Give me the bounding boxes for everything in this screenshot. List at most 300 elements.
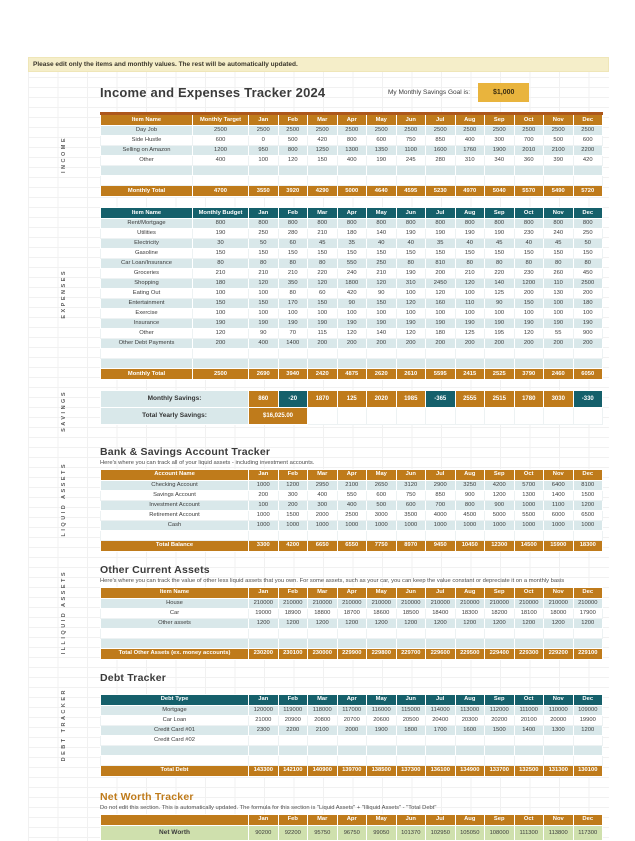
value-cell[interactable]: 20100 [514, 715, 544, 725]
value-cell[interactable]: 1200 [573, 500, 603, 510]
value-cell[interactable]: 200 [249, 490, 279, 500]
value-cell[interactable]: 170 [278, 299, 308, 309]
value-cell[interactable]: 2500 [544, 126, 574, 136]
empty-cell[interactable] [337, 745, 367, 755]
value-cell[interactable]: 150 [426, 249, 456, 259]
value-cell[interactable]: 800 [337, 136, 367, 146]
empty-cell[interactable] [249, 176, 279, 186]
value-cell[interactable]: 45 [544, 239, 574, 249]
value-cell[interactable]: 6000 [544, 510, 574, 520]
value-cell[interactable]: 1000 [367, 520, 397, 530]
value-cell[interactable] [455, 735, 485, 745]
value-cell[interactable]: 1000 [249, 480, 279, 490]
value-cell[interactable] [573, 735, 603, 745]
value-cell[interactable]: 700 [514, 136, 544, 146]
value-cell[interactable]: 600 [367, 490, 397, 500]
empty-cell[interactable] [514, 166, 544, 176]
value-cell[interactable]: 350 [278, 279, 308, 289]
value-cell[interactable]: 120 [249, 279, 279, 289]
empty-cell[interactable] [455, 755, 485, 765]
value-cell[interactable]: 100 [249, 500, 279, 510]
value-cell[interactable]: 1000 [514, 520, 544, 530]
empty-cell[interactable] [308, 349, 338, 359]
empty-cell[interactable] [396, 745, 426, 755]
item-name-cell[interactable]: Credit Card #02 [101, 735, 249, 745]
value-cell[interactable]: 1600 [455, 725, 485, 735]
value-cell[interactable]: 2500 [367, 126, 397, 136]
item-name-cell[interactable]: Rent/Mortgage [101, 219, 193, 229]
value-cell[interactable]: 120 [426, 289, 456, 299]
value-cell[interactable]: 1000 [249, 520, 279, 530]
empty-cell[interactable] [514, 530, 544, 540]
value-cell[interactable]: 200 [426, 339, 456, 349]
empty-cell[interactable] [485, 176, 515, 186]
value-cell[interactable]: 1500 [485, 725, 515, 735]
value-cell[interactable]: 800 [337, 219, 367, 229]
target-cell[interactable]: 150 [193, 299, 249, 309]
value-cell[interactable]: 1000 [544, 520, 574, 530]
value-cell[interactable]: 200 [514, 339, 544, 349]
value-cell[interactable]: 1200 [573, 725, 603, 735]
value-cell[interactable]: 2500 [573, 126, 603, 136]
value-cell[interactable] [308, 735, 338, 745]
value-cell[interactable]: 120000 [249, 705, 279, 715]
empty-cell[interactable] [101, 530, 249, 540]
value-cell[interactable]: 1200 [573, 618, 603, 628]
value-cell[interactable]: 0 [249, 136, 279, 146]
value-cell[interactable]: 150 [514, 249, 544, 259]
value-cell[interactable]: 5000 [485, 510, 515, 520]
value-cell[interactable]: 390 [544, 156, 574, 166]
value-cell[interactable]: 90 [485, 299, 515, 309]
empty-cell[interactable] [396, 628, 426, 638]
value-cell[interactable]: 210000 [337, 598, 367, 608]
value-cell[interactable]: 20700 [337, 715, 367, 725]
value-cell[interactable]: 1000 [337, 520, 367, 530]
value-cell[interactable]: 1700 [426, 725, 456, 735]
value-cell[interactable]: 150 [544, 249, 574, 259]
value-cell[interactable]: 190 [455, 319, 485, 329]
empty-cell[interactable] [514, 745, 544, 755]
target-cell[interactable]: 100 [193, 289, 249, 299]
value-cell[interactable]: 2300 [249, 725, 279, 735]
value-cell[interactable]: 100 [396, 309, 426, 319]
empty-cell[interactable] [426, 166, 456, 176]
value-cell[interactable]: 240 [544, 229, 574, 239]
value-cell[interactable]: 340 [485, 156, 515, 166]
value-cell[interactable]: 220 [485, 269, 515, 279]
value-cell[interactable]: 200 [308, 339, 338, 349]
value-cell[interactable]: 400 [337, 500, 367, 510]
value-cell[interactable]: 150 [396, 249, 426, 259]
value-cell[interactable]: 190 [455, 229, 485, 239]
value-cell[interactable]: 250 [573, 229, 603, 239]
empty-cell[interactable] [278, 755, 308, 765]
value-cell[interactable]: 1600 [426, 146, 456, 156]
value-cell[interactable]: 120 [396, 299, 426, 309]
value-cell[interactable]: 1400 [514, 725, 544, 735]
value-cell[interactable]: 150 [308, 156, 338, 166]
empty-cell[interactable] [308, 530, 338, 540]
value-cell[interactable]: 1200 [278, 480, 308, 490]
empty-cell[interactable] [193, 359, 249, 369]
value-cell[interactable]: 80 [396, 259, 426, 269]
empty-cell[interactable] [278, 638, 308, 648]
value-cell[interactable]: 210000 [308, 598, 338, 608]
empty-cell[interactable] [278, 176, 308, 186]
value-cell[interactable]: 1900 [367, 725, 397, 735]
value-cell[interactable]: 130 [544, 289, 574, 299]
empty-cell[interactable] [249, 755, 279, 765]
value-cell[interactable]: 21000 [249, 715, 279, 725]
value-cell[interactable]: 190 [278, 319, 308, 329]
value-cell[interactable]: 195 [485, 329, 515, 339]
empty-cell[interactable] [249, 166, 279, 176]
value-cell[interactable]: 2950 [308, 480, 338, 490]
empty-cell[interactable] [249, 530, 279, 540]
empty-cell[interactable] [573, 638, 603, 648]
item-name-cell[interactable]: Eating Out [101, 289, 193, 299]
value-cell[interactable]: 550 [337, 259, 367, 269]
value-cell[interactable]: 80 [514, 259, 544, 269]
value-cell[interactable]: 900 [485, 500, 515, 510]
value-cell[interactable]: 120 [396, 329, 426, 339]
value-cell[interactable]: 420 [308, 136, 338, 146]
value-cell[interactable]: 800 [308, 219, 338, 229]
value-cell[interactable]: 800 [426, 219, 456, 229]
value-cell[interactable]: 190 [367, 156, 397, 166]
value-cell[interactable]: 2500 [278, 126, 308, 136]
empty-cell[interactable] [367, 530, 397, 540]
value-cell[interactable]: 1000 [514, 500, 544, 510]
value-cell[interactable]: 35 [426, 239, 456, 249]
empty-cell[interactable] [367, 745, 397, 755]
value-cell[interactable]: 200 [455, 339, 485, 349]
empty-cell[interactable] [544, 359, 574, 369]
value-cell[interactable]: 250 [367, 259, 397, 269]
value-cell[interactable]: 180 [573, 299, 603, 309]
value-cell[interactable]: 50 [573, 239, 603, 249]
value-cell[interactable]: 1400 [544, 490, 574, 500]
value-cell[interactable]: 120 [278, 156, 308, 166]
item-name-cell[interactable]: Utilities [101, 229, 193, 239]
value-cell[interactable]: 210 [367, 269, 397, 279]
empty-cell[interactable] [367, 628, 397, 638]
item-name-cell[interactable]: Day Job [101, 126, 193, 136]
item-name-cell[interactable]: Car Loan [101, 715, 249, 725]
value-cell[interactable]: 1000 [485, 520, 515, 530]
item-name-cell[interactable]: Checking Account [101, 480, 249, 490]
value-cell[interactable]: 210000 [426, 598, 456, 608]
empty-cell[interactable] [573, 628, 603, 638]
value-cell[interactable]: 1200 [544, 618, 574, 628]
value-cell[interactable]: 210000 [573, 598, 603, 608]
value-cell[interactable]: 2500 [426, 126, 456, 136]
value-cell[interactable]: 110000 [544, 705, 574, 715]
value-cell[interactable]: 45 [485, 239, 515, 249]
value-cell[interactable]: 150 [308, 299, 338, 309]
value-cell[interactable]: 190 [308, 319, 338, 329]
item-name-cell[interactable]: Savings Account [101, 490, 249, 500]
empty-cell[interactable] [426, 359, 456, 369]
empty-cell[interactable] [426, 755, 456, 765]
value-cell[interactable]: 2200 [278, 725, 308, 735]
value-cell[interactable]: 150 [514, 299, 544, 309]
target-cell[interactable]: 200 [193, 339, 249, 349]
value-cell[interactable]: 118000 [308, 705, 338, 715]
value-cell[interactable]: 70 [278, 329, 308, 339]
empty-cell[interactable] [455, 359, 485, 369]
value-cell[interactable]: 120 [367, 279, 397, 289]
value-cell[interactable]: 90 [367, 289, 397, 299]
value-cell[interactable]: 3000 [367, 510, 397, 520]
value-cell[interactable]: 210 [308, 229, 338, 239]
empty-cell[interactable] [514, 638, 544, 648]
value-cell[interactable]: 1200 [396, 618, 426, 628]
value-cell[interactable]: 117000 [337, 705, 367, 715]
empty-cell[interactable] [249, 359, 279, 369]
empty-cell[interactable] [308, 755, 338, 765]
value-cell[interactable]: 800 [249, 219, 279, 229]
value-cell[interactable]: 1100 [396, 146, 426, 156]
value-cell[interactable]: 210000 [514, 598, 544, 608]
value-cell[interactable]: 850 [426, 136, 456, 146]
value-cell[interactable]: 2500 [455, 126, 485, 136]
value-cell[interactable]: 40 [396, 239, 426, 249]
empty-cell[interactable] [426, 349, 456, 359]
empty-cell[interactable] [193, 176, 249, 186]
value-cell[interactable] [544, 735, 574, 745]
item-name-cell[interactable]: Other Debt Payments [101, 339, 193, 349]
empty-cell[interactable] [308, 638, 338, 648]
value-cell[interactable]: 190 [367, 319, 397, 329]
value-cell[interactable]: 600 [367, 136, 397, 146]
empty-cell[interactable] [426, 530, 456, 540]
empty-cell[interactable] [278, 359, 308, 369]
value-cell[interactable]: 280 [278, 229, 308, 239]
item-name-cell[interactable]: Side Hustle [101, 136, 193, 146]
empty-cell[interactable] [455, 628, 485, 638]
value-cell[interactable]: 800 [278, 219, 308, 229]
value-cell[interactable]: 20300 [455, 715, 485, 725]
value-cell[interactable]: 310 [455, 156, 485, 166]
savings-goal-value-cell[interactable]: $1,000 [478, 83, 529, 102]
value-cell[interactable]: 800 [455, 219, 485, 229]
empty-cell[interactable] [367, 638, 397, 648]
value-cell[interactable]: 600 [396, 500, 426, 510]
value-cell[interactable]: 115 [308, 329, 338, 339]
value-cell[interactable]: 119000 [278, 705, 308, 715]
value-cell[interactable]: 200 [396, 339, 426, 349]
value-cell[interactable]: 100 [485, 309, 515, 319]
value-cell[interactable]: 200 [426, 269, 456, 279]
value-cell[interactable]: 20000 [544, 715, 574, 725]
value-cell[interactable]: 150 [249, 249, 279, 259]
value-cell[interactable]: 400 [249, 339, 279, 349]
item-name-cell[interactable]: Groceries [101, 269, 193, 279]
empty-cell[interactable] [544, 530, 574, 540]
target-cell[interactable]: 210 [193, 269, 249, 279]
value-cell[interactable]: 360 [514, 156, 544, 166]
empty-cell[interactable] [193, 166, 249, 176]
value-cell[interactable]: 1200 [514, 618, 544, 628]
empty-cell[interactable] [249, 745, 279, 755]
value-cell[interactable]: 19900 [573, 715, 603, 725]
value-cell[interactable]: 800 [573, 219, 603, 229]
empty-cell[interactable] [308, 628, 338, 638]
value-cell[interactable]: 190 [337, 319, 367, 329]
value-cell[interactable]: 18200 [485, 608, 515, 618]
value-cell[interactable]: 1200 [426, 618, 456, 628]
value-cell[interactable]: 5700 [514, 480, 544, 490]
empty-cell[interactable] [485, 359, 515, 369]
value-cell[interactable]: 420 [573, 156, 603, 166]
item-name-cell[interactable]: Car [101, 608, 249, 618]
value-cell[interactable]: 2010 [514, 146, 544, 156]
value-cell[interactable]: 180 [426, 329, 456, 339]
value-cell[interactable]: 100 [367, 309, 397, 319]
value-cell[interactable]: 800 [485, 219, 515, 229]
value-cell[interactable]: 100 [544, 309, 574, 319]
value-cell[interactable]: 5500 [514, 510, 544, 520]
value-cell[interactable]: 100 [455, 289, 485, 299]
empty-cell[interactable] [278, 349, 308, 359]
empty-cell[interactable] [485, 166, 515, 176]
value-cell[interactable]: 800 [514, 219, 544, 229]
value-cell[interactable]: 40 [367, 239, 397, 249]
empty-cell[interactable] [544, 745, 574, 755]
value-cell[interactable]: 1200 [514, 279, 544, 289]
value-cell[interactable]: 150 [278, 249, 308, 259]
value-cell[interactable]: 800 [396, 219, 426, 229]
value-cell[interactable]: 190 [396, 269, 426, 279]
empty-cell[interactable] [514, 755, 544, 765]
value-cell[interactable]: 18100 [514, 608, 544, 618]
empty-cell[interactable] [455, 176, 485, 186]
empty-cell[interactable] [396, 755, 426, 765]
value-cell[interactable]: 18600 [367, 608, 397, 618]
empty-cell[interactable] [337, 349, 367, 359]
target-cell[interactable]: 100 [193, 309, 249, 319]
value-cell[interactable]: 1200 [367, 618, 397, 628]
value-cell[interactable]: 2000 [308, 510, 338, 520]
value-cell[interactable]: 260 [544, 269, 574, 279]
value-cell[interactable]: 1760 [455, 146, 485, 156]
value-cell[interactable]: 140 [367, 229, 397, 239]
empty-cell[interactable] [193, 349, 249, 359]
value-cell[interactable]: 210 [278, 269, 308, 279]
value-cell[interactable]: 700 [426, 500, 456, 510]
empty-cell[interactable] [101, 745, 249, 755]
value-cell[interactable]: 18000 [544, 608, 574, 618]
empty-cell[interactable] [544, 166, 574, 176]
value-cell[interactable]: 20500 [396, 715, 426, 725]
value-cell[interactable]: 20400 [426, 715, 456, 725]
item-name-cell[interactable]: House [101, 598, 249, 608]
item-name-cell[interactable]: Entertainment [101, 299, 193, 309]
empty-cell[interactable] [485, 349, 515, 359]
empty-cell[interactable] [308, 359, 338, 369]
value-cell[interactable]: 1200 [249, 618, 279, 628]
empty-cell[interactable] [278, 166, 308, 176]
empty-cell[interactable] [337, 638, 367, 648]
empty-cell[interactable] [101, 755, 249, 765]
value-cell[interactable]: 900 [573, 329, 603, 339]
value-cell[interactable]: 80 [573, 259, 603, 269]
value-cell[interactable]: 18900 [278, 608, 308, 618]
value-cell[interactable] [278, 735, 308, 745]
value-cell[interactable]: 120 [514, 329, 544, 339]
value-cell[interactable]: 900 [455, 490, 485, 500]
value-cell[interactable]: 950 [249, 146, 279, 156]
empty-cell[interactable] [101, 628, 249, 638]
value-cell[interactable]: 800 [278, 146, 308, 156]
value-cell[interactable]: 1500 [573, 490, 603, 500]
value-cell[interactable]: 100 [573, 309, 603, 319]
value-cell[interactable]: 2450 [426, 279, 456, 289]
value-cell[interactable]: 17900 [573, 608, 603, 618]
value-cell[interactable]: 150 [367, 299, 397, 309]
value-cell[interactable]: 160 [426, 299, 456, 309]
value-cell[interactable]: 140 [485, 279, 515, 289]
value-cell[interactable]: 190 [426, 319, 456, 329]
value-cell[interactable]: 210000 [278, 598, 308, 608]
value-cell[interactable] [249, 735, 279, 745]
target-cell[interactable]: 800 [193, 219, 249, 229]
item-name-cell[interactable]: Other [101, 156, 193, 166]
value-cell[interactable]: 3120 [396, 480, 426, 490]
value-cell[interactable]: 100 [514, 309, 544, 319]
target-cell[interactable]: 2500 [193, 126, 249, 136]
value-cell[interactable]: 116000 [367, 705, 397, 715]
empty-cell[interactable] [573, 349, 603, 359]
value-cell[interactable]: 4000 [426, 510, 456, 520]
value-cell[interactable]: 810 [426, 259, 456, 269]
empty-cell[interactable] [455, 349, 485, 359]
empty-cell[interactable] [426, 745, 456, 755]
empty-cell[interactable] [101, 638, 249, 648]
value-cell[interactable]: 200 [367, 339, 397, 349]
value-cell[interactable]: 200 [573, 289, 603, 299]
value-cell[interactable]: 1400 [278, 339, 308, 349]
empty-cell[interactable] [573, 745, 603, 755]
value-cell[interactable] [514, 735, 544, 745]
target-cell[interactable]: 400 [193, 156, 249, 166]
value-cell[interactable]: 150 [455, 249, 485, 259]
value-cell[interactable]: 150 [485, 249, 515, 259]
value-cell[interactable]: 190 [485, 229, 515, 239]
value-cell[interactable]: 150 [367, 249, 397, 259]
value-cell[interactable]: 20900 [278, 715, 308, 725]
empty-cell[interactable] [278, 745, 308, 755]
item-name-cell[interactable]: Credit Card #01 [101, 725, 249, 735]
value-cell[interactable]: 1250 [308, 146, 338, 156]
value-cell[interactable]: 125 [455, 329, 485, 339]
value-cell[interactable]: 210 [455, 269, 485, 279]
value-cell[interactable]: 190 [396, 229, 426, 239]
value-cell[interactable]: 1200 [485, 618, 515, 628]
value-cell[interactable]: 80 [485, 259, 515, 269]
value-cell[interactable]: 200 [544, 339, 574, 349]
empty-cell[interactable] [426, 176, 456, 186]
value-cell[interactable]: 190 [485, 319, 515, 329]
value-cell[interactable]: 1000 [426, 520, 456, 530]
value-cell[interactable]: 200 [337, 339, 367, 349]
value-cell[interactable]: 113000 [455, 705, 485, 715]
value-cell[interactable]: 100 [278, 309, 308, 319]
value-cell[interactable]: 1800 [396, 725, 426, 735]
value-cell[interactable]: 400 [308, 490, 338, 500]
